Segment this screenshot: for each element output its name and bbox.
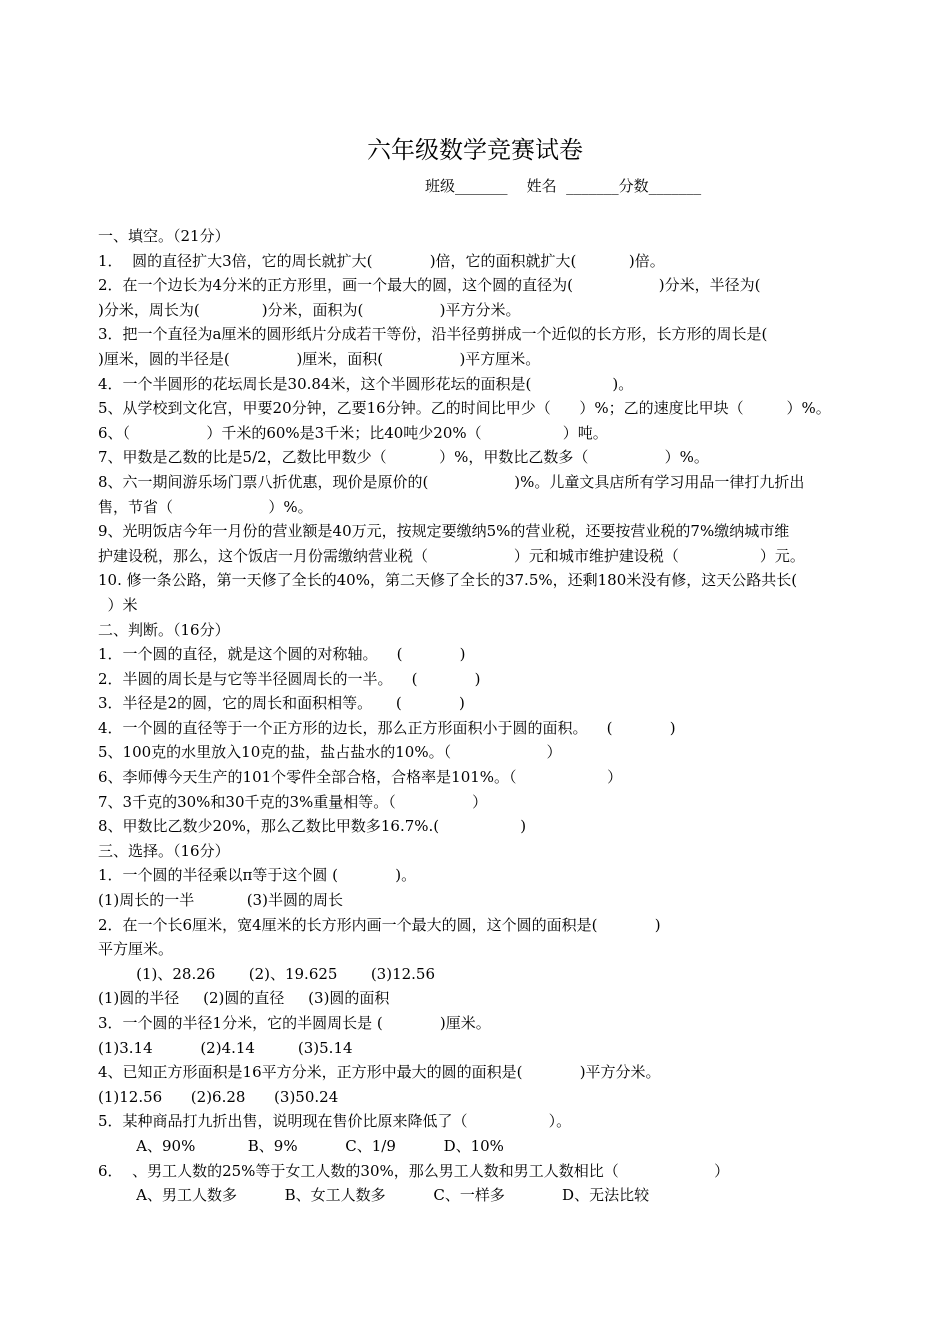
text-line: 9、光明饭店今年一月份的营业额是40万元，按规定要缴纳5%的营业税，还要按营业税的7%缴纳城市维: [98, 522, 790, 541]
page-title: 六年级数学竞赛试卷: [367, 136, 583, 164]
text-line: )分米，周长为( )分米，面积为( )平方分米。: [98, 300, 521, 319]
text-line: 2．在一个边长为4分米的正方形里，画一个最大的圆，这个圆的直径为( )分米，半径为(: [98, 276, 761, 295]
text-line: 3．半径是2的圆，它的周长和面积相等。 ( ): [98, 694, 465, 713]
text-line: (1)12.56 (2)6.28 (3)50.24: [98, 1087, 339, 1106]
text-line: 6． 、男工人数的25%等于女工人数的30%，那么男工人数和男工人数相比（ ）: [98, 1161, 730, 1180]
text-line: 三、选择。（16分）: [98, 841, 230, 860]
text-line: 4．一个圆的直径等于一个正方形的边长，那么正方形面积小于圆的面积。 ( ): [98, 718, 676, 737]
text-line: A、90% B、9% C、1/9 D、10%: [98, 1136, 504, 1155]
text-line: 1．一个圆的直径，就是这个圆的对称轴。 ( ): [98, 645, 466, 664]
text-line: 3．一个圆的半径1分米，它的半圆周长是 ( )厘米。: [98, 1014, 491, 1032]
text-line: 3．把一个直径为a厘米的圆形纸片分成若干等份，沿半径剪拼成一个近似的长方形，长方形的周长是(: [98, 325, 768, 344]
text-line: 8、六一期间游乐场门票八折优惠，现价是原价的( )%。儿童文具店所有学习用品一律打九折出: [98, 472, 805, 491]
text-line: )厘米，圆的半径是( )厘米，面积( )平方厘米。: [98, 349, 541, 368]
text-line: 2．在一个长6厘米，宽4厘米的长方形内画一个最大的圆，这个圆的面积是( ): [98, 915, 661, 934]
question-lines: [98, 224, 858, 1208]
text-line: ）米: [98, 595, 138, 614]
text-line: 10. 修一条公路，第一天修了全长的40%，第二天修了全长的37.5%，还剩180米没有修，这天公路共长(: [98, 571, 798, 590]
text-line: 护建设税，那么，这个饭店一月份需缴纳营业税（ ）元和城市维护建设税（ ）元。: [98, 546, 805, 565]
text-line: 7、3千克的30%和30千克的3%重量相等。（ ）: [98, 792, 488, 811]
text-line: 售，节省（ ）%。: [98, 497, 313, 516]
text-line: 平方厘米。: [98, 940, 174, 959]
text-line: 一、填空。（21分）: [98, 227, 230, 245]
text-line: 6、（ ）千米的60%是3千米；比40吨少20%（ ）吨。: [98, 423, 608, 442]
text-line: 2．半圆的周长是与它等半径圆周长的一半。 ( ): [98, 669, 481, 688]
text-line: 1．一个圆的半径乘以π等于这个圆 ( )。: [98, 866, 417, 885]
text-line: 4．一个半圆形的花坛周长是30.84米，这个半圆形花坛的面积是( )。: [98, 374, 634, 393]
student-info-line: 班级_______ 姓名 _______分数_______: [425, 177, 702, 195]
text-line: 6、李师傅今天生产的101个零件全部合格，合格率是101%。（ ）: [98, 768, 623, 787]
text-line: 5、100克的水里放入10克的盐，盐占盐水的10%。（ ）: [98, 743, 562, 762]
text-line: 1． 圆的直径扩大3倍，它的周长就扩大( )倍，它的面积就扩大( )倍。: [98, 251, 665, 270]
text-line: 二、判断。（16分）: [98, 620, 230, 639]
text-line: 5、从学校到文化宫，甲要20分钟，乙要16分钟。乙的时间比甲少（ ）%；乙的速度比甲块（ ）%。: [98, 399, 831, 418]
text-line: (1)3.14 (2)4.14 (3)5.14: [98, 1038, 353, 1057]
text-line: 8、甲数比乙数少20%，那么乙数比甲数多16.7%.( ): [98, 817, 527, 836]
text-line: (1)圆的半径 (2)圆的直径 (3)圆的面积: [98, 989, 390, 1008]
text-line: (1)、28.26 (2)、19.625 (3)12.56: [98, 964, 436, 983]
text-line: 4、已知正方形面积是16平方分米，正方形中最大的圆的面积是( )平方分米。: [98, 1063, 661, 1082]
text-line: 7、甲数是乙数的比是5/2，乙数比甲数少（ ）%，甲数比乙数多（ ）%。: [98, 448, 709, 467]
text-line: 5．某种商品打九折出售，说明现在售价比原来降低了（ ）。: [98, 1112, 572, 1131]
text-line: A、男工人数多 B、女工人数多 C、一样多 D、无法比较: [98, 1186, 650, 1205]
text-line: (1)周长的一半 (3)半圆的周长: [98, 891, 343, 910]
